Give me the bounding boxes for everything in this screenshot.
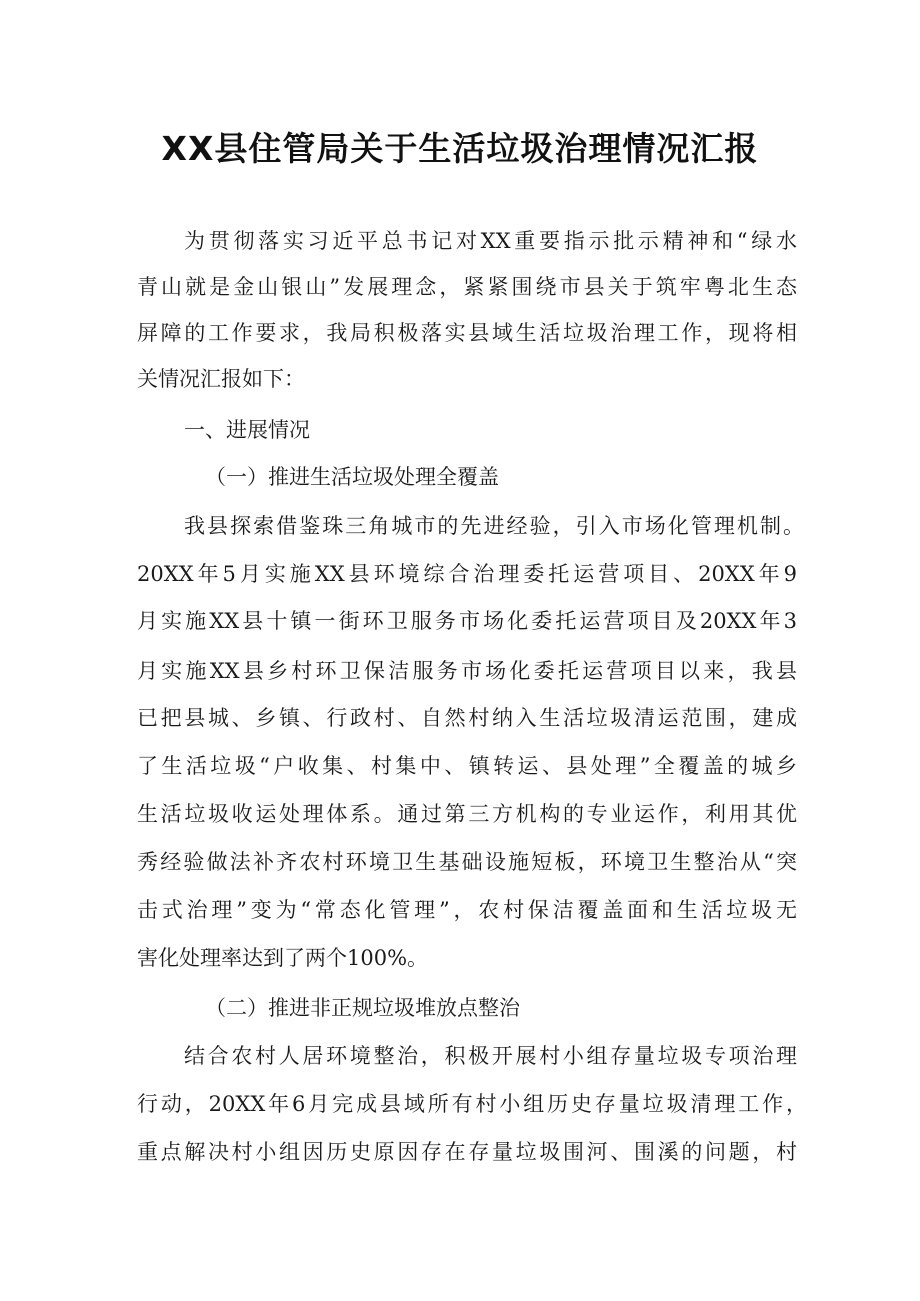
paragraph-line: 击式治理”变为“常态化管理”，农村保洁覆盖面和生活垃圾无 xyxy=(137,898,797,922)
paragraph-line: 生活垃圾收运处理体系。通过第三方机构的专业运作，利用其优 xyxy=(137,802,797,826)
paragraph-line: 了生活垃圾“户收集、村集中、镇转运、县处理”全覆盖的城乡 xyxy=(137,754,797,778)
subsection-heading: （一）推进生活垃圾处理全覆盖 xyxy=(205,465,499,489)
paragraph-line: 我县探索借鉴珠三角城市的先进经验，引入市场化管理机制。 xyxy=(184,514,804,538)
paragraph-line: 结合农村人居环境整治，积极开展村小组存量垃圾专项治理 xyxy=(184,1044,797,1068)
paragraph-line: 月实施XX县乡村环卫保洁服务市场化委托运营项目以来，我县 xyxy=(137,659,797,683)
paragraph-line: 月实施XX县十镇一街环卫服务市场化委托运营项目及20XX年3 xyxy=(137,609,797,633)
paragraph-line: 为贯彻落实习近平总书记对XX重要指示批示精神和“绿水 xyxy=(184,229,797,253)
paragraph-line: 重点解决村小组因历史原因存在存量垃圾围河、围溪的问题，村 xyxy=(137,1140,797,1164)
paragraph-line: 屏障的工作要求，我局积极落实县域生活垃圾治理工作，现将相 xyxy=(137,321,797,345)
paragraph-line: 关情况汇报如下： xyxy=(137,367,305,391)
subsection-heading: （二）推进非正规垃圾堆放点整治 xyxy=(205,996,520,1020)
document-title: XX县住管局关于生活垃圾治理情况汇报 xyxy=(161,129,759,168)
section-heading: 一、进展情况 xyxy=(184,418,310,442)
paragraph-line: 20XX年5月实施XX县环境综合治理委托运营项目、20XX年9 xyxy=(137,562,797,586)
paragraph-line: 青山就是金山银山”发展理念，紧紧围绕市县关于筑牢粤北生态 xyxy=(137,275,797,299)
paragraph-line: 秀经验做法补齐农村环境卫生基础设施短板，环境卫生整治从“突 xyxy=(137,850,797,874)
paragraph-line: 已把县城、乡镇、行政村、自然村纳入生活垃圾清运范围，建成 xyxy=(137,706,797,730)
paragraph-line: 害化处理率达到了两个100%。 xyxy=(137,946,429,970)
paragraph-line: 行动，20XX年6月完成县域所有村小组历史存量垃圾清理工作， xyxy=(137,1092,807,1116)
